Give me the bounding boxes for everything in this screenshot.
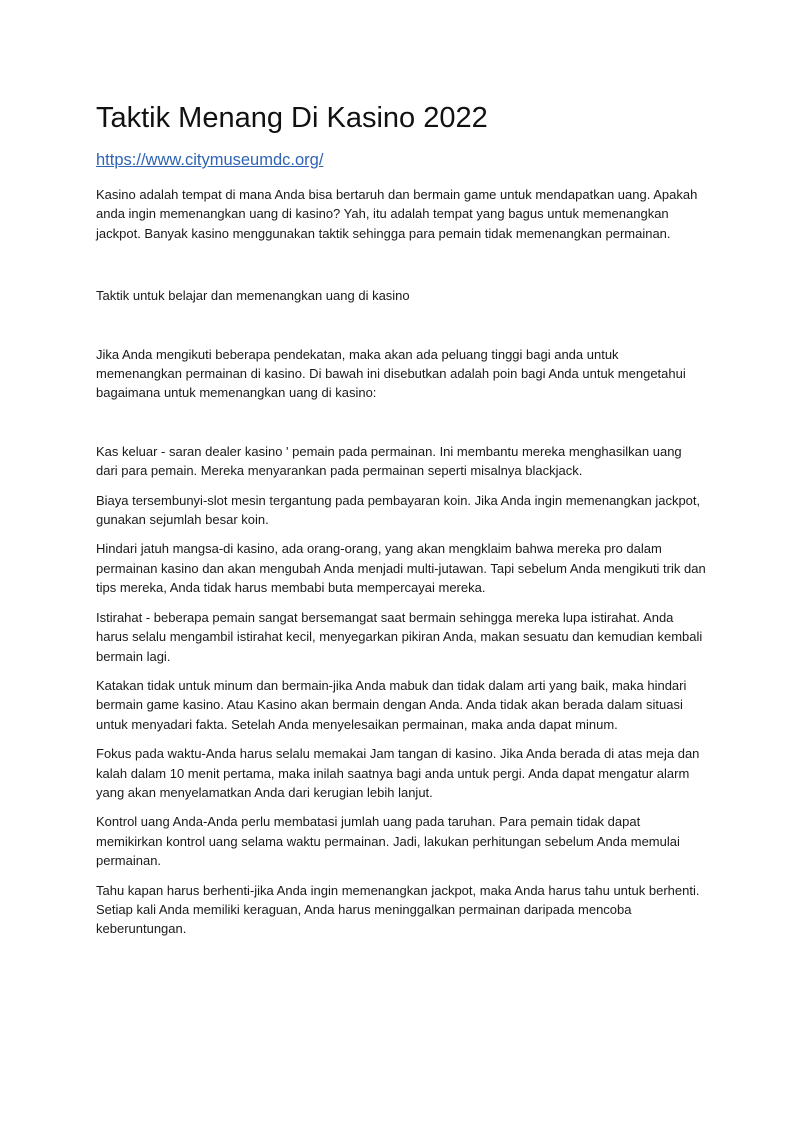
page-title: Taktik Menang Di Kasino 2022 bbox=[96, 102, 488, 134]
tip-paragraph-rest: Istirahat - beberapa pemain sangat bersemangat saat bermain sehingga mereka lupa istirahat. Anda harus selalu mengambil istirahat kecil, menyegarkan pikiran Anda, makan sesuatu dan kemudian kembali bermain lagi. bbox=[96, 609, 703, 664]
tip-paragraph-when-to-stop: Tahu kapan harus berhenti-jika Anda ingin memenangkan jackpot, maka Anda harus tahu untuk berhenti. Setiap kali Anda memiliki keraguan, Anda harus meninggalkan permainan daripada mencoba keberuntungan. bbox=[96, 882, 700, 937]
tip-paragraph-no-drinking: Katakan tidak untuk minum dan bermain-jika Anda mabuk dan tidak dalam arti yang baik, maka hindari bermain game kasino. Atau Kasino akan bermain dengan Anda. Anda tidak akan berada dalam situasi untuk menyadari fakta. Setelah Anda menyelesaikan permainan, maka anda dapat minum. bbox=[96, 677, 687, 732]
intro-paragraph: Kasino adalah tempat di mana Anda bisa bertaruh dan bermain game untuk mendapatkan uang. Apakah anda ingin memenangkan uang di kasino? Yah, itu adalah tempat yang bagus untuk memenangkan jackpot. Banyak kasino menggunakan taktik sehingga para pemain tidak memenangkan permainan. bbox=[96, 187, 698, 241]
intro2-paragraph: Jika Anda mengikuti beberapa pendekatan, maka akan ada peluang tinggi bagi anda untuk memenangkan permainan di kasino. Di bawah ini disebutkan adalah poin bagi Anda untuk mengetahui bagaimana untuk memenangkan uang di kasino: bbox=[96, 346, 686, 401]
tip-paragraph-cash-out: Kas keluar - saran dealer kasino ' pemain pada permainan. Ini membantu mereka menghasilkan uang dari para pemain. Mereka menyarankan pada permainan seperti misalnya blackjack. bbox=[96, 443, 682, 479]
tip-paragraph-time-focus: Fokus pada waktu-Anda harus selalu memakai Jam tangan di kasino. Jika Anda berada di atas meja dan kalah dalam 10 menit pertama, maka inilah saatnya bagi anda untuk pergi. Anda dapat mengatur alarm yang akan menyelamatkan Anda dari kerugian lebih lanjut. bbox=[96, 746, 700, 800]
section-heading: Taktik untuk belajar dan memenangkan uang di kasino bbox=[96, 288, 410, 304]
tip-paragraph-hidden-cost: Biaya tersembunyi-slot mesin tergantung pada pembayaran koin. Jika Anda ingin memenangkan jackpot, gunakan sejumlah besar koin. bbox=[96, 492, 701, 528]
document-page bbox=[96, 100, 706, 939]
tip-paragraph-money-control: Kontrol uang Anda-Anda perlu membatasi jumlah uang pada taruhan. Para pemain tidak dapat memikirkan kontrol uang selama waktu permainan. Jadi, lakukan perhitungan sebelum Anda memulai permainan. bbox=[96, 814, 680, 869]
tip-paragraph-avoid-prey: Hindari jatuh mangsa-di kasino, ada orang-orang, yang akan mengklaim bahwa mereka pro dalam permainan kasino dan akan mengubah Anda menjadi multi-jutawan. Tapi sebelum Anda mengikuti trik dan tips mereka, Anda tidak harus membabi buta mempercayai mereka. bbox=[96, 541, 706, 596]
source-link[interactable]: https://www.citymuseumdc.org/ bbox=[96, 151, 324, 169]
